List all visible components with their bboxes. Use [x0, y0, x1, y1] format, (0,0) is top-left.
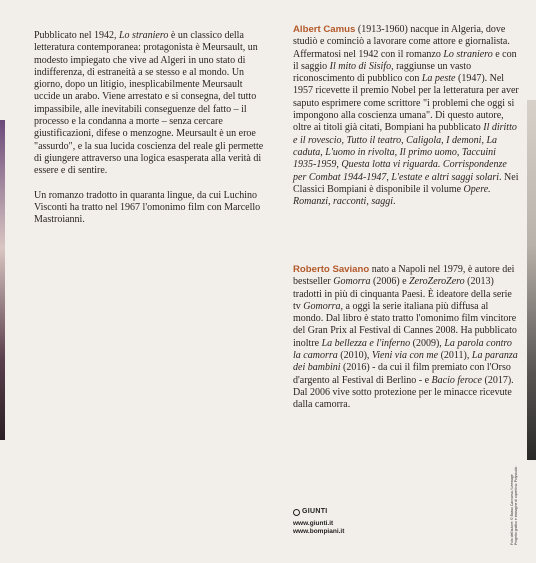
giunti-logo: GIUNTI: [293, 508, 344, 516]
cover-image-edge-right: [527, 100, 536, 460]
synopsis-column: [34, 30, 269, 238]
author-name-saviano: Roberto Saviano: [293, 264, 370, 275]
photo-credit: Foto dell'autore: © Basso Cannarsa / Leemage Progetto grafico e immagine di copertina: Polystudio: [510, 466, 518, 545]
url-giunti: www.giunti.it: [293, 520, 334, 527]
saviano-bio: Roberto Saviano nato a Napoli nel 1979, è autore dei bestseller Gomorra (2006) e ZeroZeroZero (2013) tradotti in più di cinquanta Paesi. È ideatore della serie tv Gomorra, a oggi la serie italiana più diffusa al mondo. Dal libro è stato tratto l'omonimo film vincitore del Gran Prix al Festival di Cannes 2008. Ha pubblicato inoltre La bellezza e l'inferno (2009), La parola contro la camorra (2010), Vieni via con me (2011), La paranza dei bambini (2016) - da cui il film premiato con l'Orso d'argento al Festival di Berlino - e Bacio feroce (2017). Dal 2006 vive sotto protezione per le minacce ricevute dalla camorra.: [293, 264, 518, 411]
author-name-camus: Albert Camus: [293, 24, 356, 35]
synopsis-paragraph-2: Un romanzo tradotto in quaranta lingue, da cui Luchino Visconti ha tratto nel 1967 l'omonimo film con Marcello Mastroianni.: [34, 189, 261, 226]
cover-image-edge-left: [0, 120, 5, 440]
url-bompiani: www.bompiani.it: [293, 528, 345, 535]
synopsis-paragraph-1: Pubblicato nel 1942, Lo straniero è un classico della letteratura contemporanea: protagonista è Meursault, un modesto impiegato che vive ad Algeri in uno stato di indifferenza, di estraneità a se stesso e al mondo. Un giorno, dopo un litigio, inesplicabilmente Meursault uccide un arabo. Viene arrestato e si consegna, del tutto impassibile, alle inevitabili conseguenze del fatto – il processo e la condanna a morte – senza cercare giustificazioni, difese o menzogne. Meursault è un eroe "assurdo", e la sua lucida coscienza del reale gli permette di giungere attraverso una logica esasperata alla verità di essere e di sentire.: [34, 30, 264, 177]
giunti-logo-icon: [293, 509, 300, 516]
publisher-footer: [293, 508, 344, 536]
camus-bio: Albert Camus (1913-1960) nacque in Algeria, dove studiò e cominciò a lavorare come attore e giornalista. Affermatosi nel 1942 con il romanzo Lo straniero e con il saggio Il mito di Sisifo, raggiunse un vasto riconoscimento di pubblico con La peste (1947). Nel 1957 ricevette il premio Nobel per la letteratura per aver saputo esprimere come scrittore "i problemi che oggi si impongono alla coscienza umana". Di questo autore, oltre ai titoli già citati, Bompiani ha pubblicato Il diritto e il rovescio, Tutto il teatro, Caligola, I demoni, La caduta, L'uomo in rivolta, Il primo uomo, Taccuini 1935-1959, Questa lotta vi riguarda. Corrispondenze per Combat 1944-1947, L'estate e altri saggi solari. Nei Classici Bompiani è disponibile il volume Opere. Romanzi, racconti, saggi.: [293, 24, 519, 208]
